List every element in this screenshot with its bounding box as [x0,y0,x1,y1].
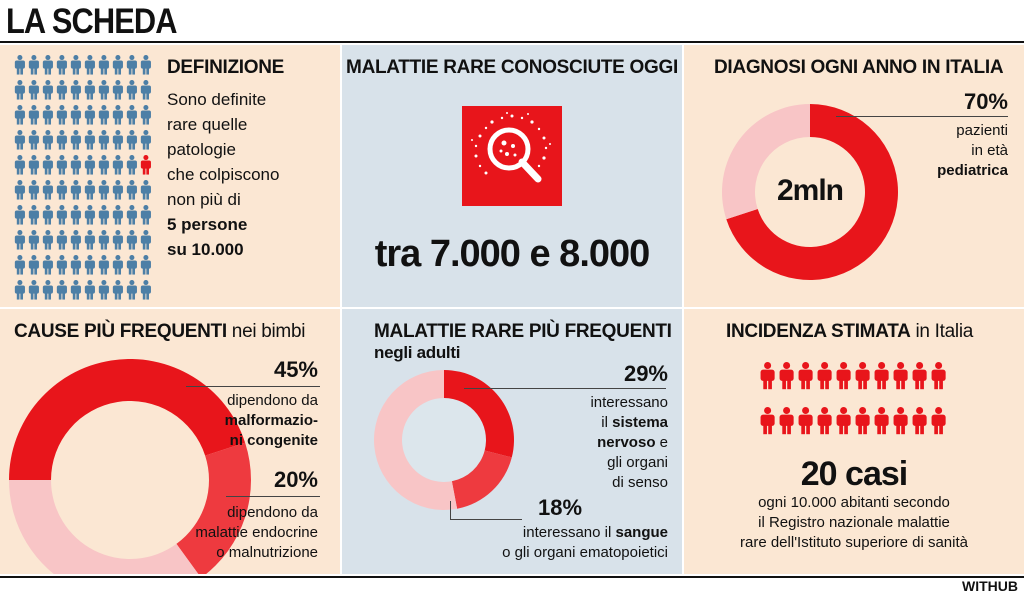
adulti-b-word: interessano il [522,524,616,541]
person-icon [141,230,151,250]
cause-a-line: dipendono da [227,392,318,409]
adulti-b-text [502,523,668,563]
person-icon [127,155,137,175]
person-icon [71,205,81,225]
cause-a-text [225,391,318,451]
person-icon [57,255,67,275]
person-icon [875,362,889,389]
person-icon [113,230,123,250]
person-icon [780,407,794,434]
person-icon [85,280,95,300]
person-icon [85,55,95,75]
diagnosi-bold-line: pediatrica [937,162,1008,179]
person-icon [85,130,95,150]
adulti-a-line: interessano [590,394,668,411]
person-icon [29,130,39,150]
diagnosi-text [937,121,1008,181]
person-icon [57,280,67,300]
person-icon [113,55,123,75]
definizione-bold-line: su 10.000 [167,240,244,259]
person-icon [799,407,813,434]
person-icon [43,205,53,225]
adulti-donut [372,368,516,512]
person-icon [113,155,123,175]
person-icon [15,80,25,100]
person-icon [113,205,123,225]
person-icon [71,130,81,150]
person-icon [15,155,25,175]
cause-leader-b [226,496,320,497]
person-icon [127,205,137,225]
person-icon [29,105,39,125]
person-icon [43,105,53,125]
person-icon [57,130,67,150]
diagnosi-center-value: 2mln [776,174,844,207]
credit: WITHUB [962,578,1018,594]
person-icon [141,105,151,125]
person-icon [71,255,81,275]
person-icon [99,280,109,300]
incidenza-value: 20 casi [800,455,908,493]
panel-incidenza [684,309,1024,574]
person-icon [818,362,832,389]
cause-heading-light: nei bimbi [226,321,306,342]
adulti-leader-b [450,519,522,520]
person-icon [29,55,39,75]
person-icon [932,362,946,389]
person-icon [913,407,927,434]
adulti-a-line [590,413,668,433]
incidenza-line: ogni 10.000 abitanti secondo [758,494,950,511]
cause-a-bold-line: ni congenite [229,432,318,449]
person-icon [85,80,95,100]
conosciute-heading: MALATTIE RARE CONOSCIUTE OGGI [346,57,678,78]
person-icon [761,407,775,434]
person-icon [141,155,151,175]
person-icon [15,230,25,250]
person-icon [141,255,151,275]
adulti-a-word: e [655,434,668,451]
person-icon [29,205,39,225]
cause-b-text [195,503,318,563]
person-icon [99,130,109,150]
person-icon [43,280,53,300]
person-icon [71,80,81,100]
adulti-a-line: gli organi [607,454,668,471]
definizione-line: che colpiscono [167,165,280,184]
person-icon [29,80,39,100]
person-icon [141,130,151,150]
adulti-a-line: di senso [612,474,668,491]
person-icon [127,55,137,75]
panel-definizione [0,45,340,307]
incidenza-people [684,358,1024,454]
person-icon [15,55,25,75]
adulti-heading: MALATTIE RARE PIÙ FREQUENTI [374,321,672,342]
person-icon [913,362,927,389]
person-icon [29,155,39,175]
adulti-a-line [590,433,668,453]
incidenza-line: rare dell'Istituto superiore di sanità [740,534,968,551]
person-icon [127,130,137,150]
person-icon [29,180,39,200]
person-icon [818,407,832,434]
definizione-line: patologie [167,140,237,159]
donut-slice-other [9,480,201,574]
person-icon [141,205,151,225]
person-icon [57,80,67,100]
person-icon [43,255,53,275]
person-icon [856,407,870,434]
person-icon [57,230,67,250]
incidenza-heading-light: in Italia [910,321,974,342]
diagnosi-leader-line [836,116,1008,117]
person-icon [127,80,137,100]
person-icon [113,80,123,100]
person-icon [127,280,137,300]
person-icon [99,205,109,225]
magnifier-icon [462,106,562,206]
person-icon [85,255,95,275]
person-icon [15,205,25,225]
person-icon [780,362,794,389]
definizione-heading: DEFINIZIONE [167,57,285,78]
person-icon [99,105,109,125]
adulti-leader-b-vertical [450,501,451,519]
adulti-a-bold-word: sistema [612,414,668,431]
definizione-text [167,87,279,262]
incidenza-heading-bold: INCIDENZA STIMATA [726,321,911,342]
person-icon [99,180,109,200]
cause-b-pct: 20% [273,467,318,492]
person-icon [837,362,851,389]
person-icon [761,362,775,389]
person-icon [85,155,95,175]
adulti-leader-a [464,388,666,389]
donut-hole [402,398,486,482]
person-icon [141,180,151,200]
person-icon [99,230,109,250]
person-icon [15,255,25,275]
bottom-rule [0,576,1024,578]
person-icon [894,407,908,434]
person-icon [85,105,95,125]
person-icon [71,155,81,175]
panel-adulti [342,309,682,574]
person-icon [85,205,95,225]
adulti-b-line: o gli organi ematopoietici [502,544,668,561]
diagnosi-line: in età [971,142,1008,159]
diagnosi-heading: DIAGNOSI OGNI ANNO IN ITALIA [714,57,1004,78]
person-icon [71,280,81,300]
person-icon [856,362,870,389]
adulti-a-text [590,393,668,493]
page-title: LA SCHEDA [6,2,177,41]
person-icon [15,280,25,300]
incidenza-line: il Registro nazionale malattie [758,514,950,531]
person-icon [894,362,908,389]
person-icon [29,255,39,275]
adulti-b-bold-word: sangue [615,524,668,541]
adulti-a-pct: 29% [623,361,668,386]
incidenza-text [684,493,1024,553]
person-icon [113,130,123,150]
person-icon [43,230,53,250]
person-icon [837,407,851,434]
person-icon [43,80,53,100]
adulti-a-word: il [601,414,613,431]
person-icon [127,105,137,125]
person-icon [875,407,889,434]
person-icon [99,80,109,100]
person-icon [932,407,946,434]
person-icon [113,180,123,200]
definizione-line: rare quelle [167,115,248,134]
person-icon [71,105,81,125]
person-icon [113,255,123,275]
people-grid [0,45,160,307]
person-icon [799,362,813,389]
person-icon [71,55,81,75]
adulti-a-bold-word: nervoso [597,434,656,451]
adulti-heading-sub: negli adulti [374,343,461,362]
cause-b-line: malattie endocrine [195,524,318,541]
panel-cause [0,309,340,574]
person-icon [99,255,109,275]
person-icon [15,180,25,200]
diagnosi-pct: 70% [963,89,1008,114]
person-icon [43,130,53,150]
person-icon [127,230,137,250]
cause-b-line: o malnutrizione [216,544,318,561]
person-icon [29,230,39,250]
person-icon [99,55,109,75]
panel-diagnosi [684,45,1024,307]
person-icon [15,105,25,125]
definizione-bold-line: 5 persone [167,215,248,234]
definizione-line: Sono definite [167,90,267,109]
person-icon [57,180,67,200]
person-icon [85,230,95,250]
person-icon [141,55,151,75]
person-icon [57,55,67,75]
person-icon [29,280,39,300]
person-icon [71,180,81,200]
person-icon [43,155,53,175]
cause-heading-bold: CAUSE PIÙ FREQUENTI [14,321,227,342]
definizione-line: non più di [167,190,241,209]
person-icon [85,180,95,200]
person-icon [71,230,81,250]
person-icon [57,155,67,175]
incidenza-heading [726,321,973,343]
cause-leader-a [186,386,320,387]
adulti-b-line [502,523,668,543]
person-icon [57,205,67,225]
cause-b-line: dipendono da [227,504,318,521]
person-icon [43,55,53,75]
top-rule [0,41,1024,43]
person-icon [43,180,53,200]
panel-malattie-conosciute [342,45,682,307]
person-icon [127,255,137,275]
person-icon [15,130,25,150]
diagnosi-line: pazienti [956,122,1008,139]
cause-a-pct: 45% [273,357,318,382]
person-icon [113,105,123,125]
cause-heading [14,321,305,343]
person-icon [141,80,151,100]
conosciute-value: tra 7.000 e 8.000 [374,233,650,275]
adulti-b-pct: 18% [538,495,583,520]
person-icon [141,280,151,300]
person-icon [113,280,123,300]
person-icon [99,155,109,175]
person-icon [127,180,137,200]
cause-a-bold-line: malformazio- [224,412,318,429]
person-icon [57,105,67,125]
